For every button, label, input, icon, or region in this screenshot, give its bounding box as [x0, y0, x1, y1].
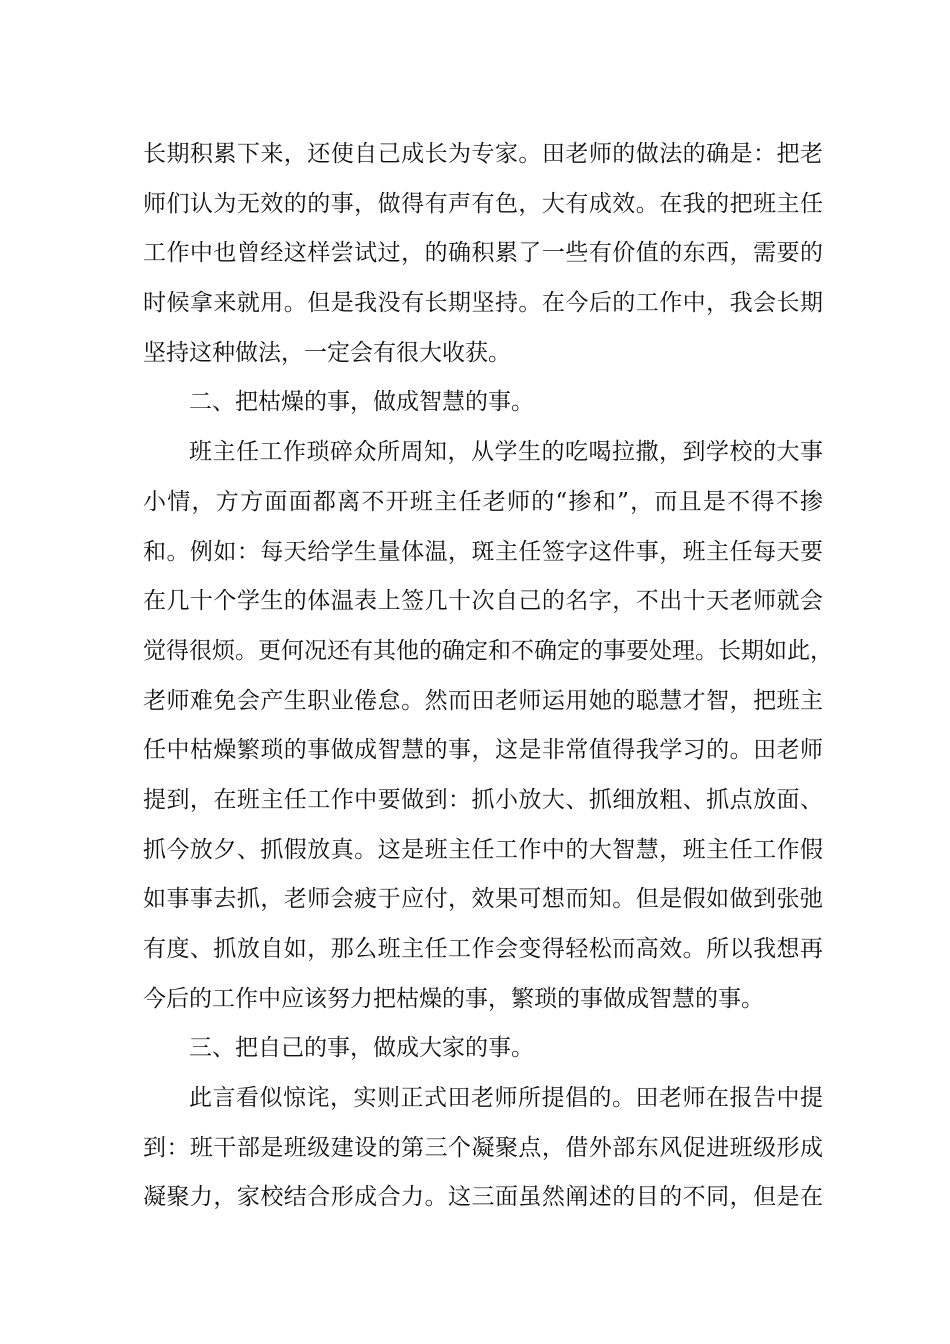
body-line: 老师难免会产生职业倦怠。然而田老师运用她的聪慧才智，把班主: [143, 687, 823, 714]
body-line: 班主任工作琐碎众所周知，从学生的吃喝拉撒，到学校的大事: [189, 439, 823, 466]
body-line: 到：班干部是班级建设的第三个凝聚点，借外部东风促进班级形成: [143, 1134, 823, 1161]
body-line: 抓今放夕、抓假放真。这是班主任工作中的大智慧，班主任工作假: [143, 836, 823, 863]
body-line: 今后的工作中应该努力把枯燥的事，繁琐的事做成智慧的事。: [143, 985, 764, 1012]
body-line: 工作中也曾经这样尝试过，的确积累了一些有价值的东西，需要的: [143, 240, 823, 267]
section-heading: 三、把自己的事，做成大家的事。: [189, 1035, 534, 1062]
body-line: 凝聚力，家校结合形成合力。这三面虽然阐述的目的不同，但是在: [143, 1184, 823, 1211]
section-heading: 二、把枯燥的事，做成智慧的事。: [189, 389, 534, 416]
body-line: 此言看似惊诧，实则正式田老师所提倡的。田老师在报告中提: [189, 1085, 823, 1112]
body-line: 长期积累下来，还使自己成长为专家。田老师的做法的确是：把老: [143, 141, 823, 167]
body-line: 有度、抓放自如，那么班主任工作会变得轻松而高效。所以我想再: [143, 936, 823, 962]
body-line: 和。例如：每天给学生量体温，斑主任签字这件事，班主任每天要: [143, 538, 823, 565]
body-line: 师们认为无效的的事，做得有声有色，大有成效。在我的把班主任: [143, 190, 823, 217]
body-line: 在几十个学生的体温表上签几十次自己的名字，不出十天老师就会: [143, 588, 823, 615]
body-line: 提到，在班主任工作中要做到：抓小放大、抓细放粗、抓点放面、: [143, 786, 823, 813]
body-line: 任中枯燥繁琐的事做成智慧的事，这是非常值得我学习的。田老师: [143, 737, 823, 764]
body-line: 时候拿来就用。但是我没有长期坚持。在今后的工作中，我会长期: [143, 290, 823, 317]
document-body: [143, 130, 833, 1223]
body-line: 觉得很烦。更何况还有其他的确定和不确定的事要处理。长期如此，: [143, 637, 833, 664]
body-line: 坚持这种做法，一定会有很大收获。: [143, 339, 511, 366]
body-line: 小情，方方面面都离不开班主任老师的“掺和”，而且是不得不掺: [143, 488, 823, 515]
body-line: 如事事去抓，老师会疲于应付，效果可想而知。但是假如做到张弛: [143, 886, 823, 913]
